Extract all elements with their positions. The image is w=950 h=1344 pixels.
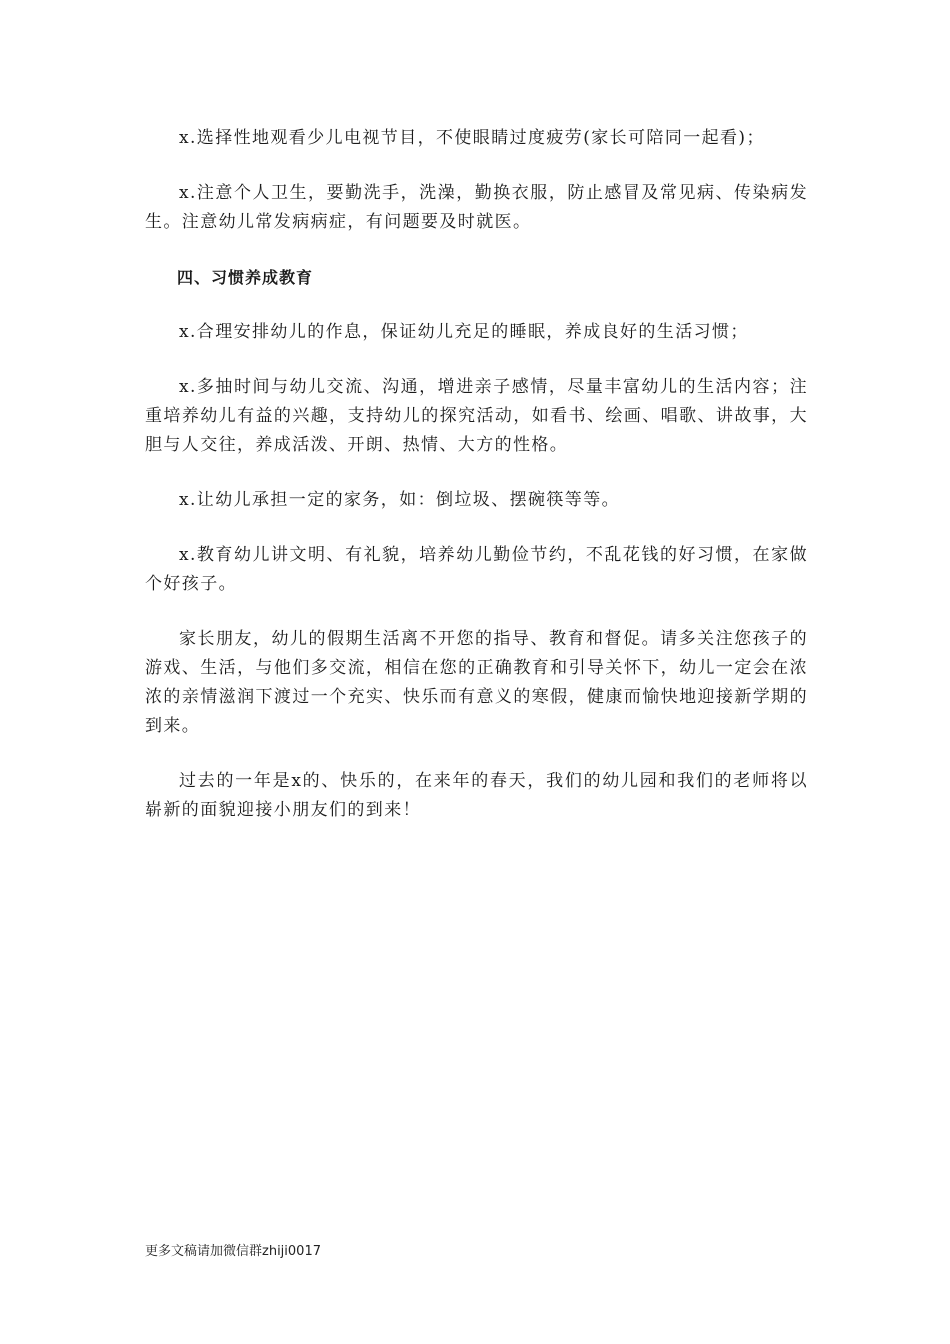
paragraph-parents: 家长朋友，幼儿的假期生活离不开您的指导、教育和督促。请多关注您孩子的游戏、生活，与他们多交流，相信在您的正确教育和引导关怀下，幼儿一定会在浓浓的亲情滋润下渡过一个充实、快乐而有意义的寒假，健康而愉快地迎接新学期的到来。 (145, 629, 808, 736)
page-footer: 更多文稿请加微信群zhiji0017 (145, 1244, 321, 1259)
paragraph-tv-viewing: x.选择性地观看少儿电视节目，不使眼睛过度疲劳(家长可陪同一起看)； (179, 128, 765, 148)
section-heading-habits: 四、习惯养成教育 (177, 268, 314, 287)
paragraph-closing: 过去的一年是x的、快乐的，在来年的春天，我们的幼儿园和我们的老师将以崭新的面貌迎接小朋友们的到来！ (145, 771, 808, 820)
paragraph-hygiene: x.注意个人卫生，要勤洗手，洗澡，勤换衣服，防止感冒及常见病、传染病发生。注意幼儿常发病病症，有问题要及时就医。 (145, 183, 808, 232)
paragraph-communication: x.多抽时间与幼儿交流、沟通，增进亲子感情，尽量丰富幼儿的生活内容；注重培养幼儿有益的兴趣，支持幼儿的探究活动，如看书、绘画、唱歌、讲故事，大胆与人交往，养成活泼、开朗、热情、大方的性格。 (145, 377, 808, 455)
document-body (145, 124, 808, 851)
paragraph-manners: x.教育幼儿讲文明、有礼貌，培养幼儿勤俭节约，不乱花钱的好习惯，在家做个好孩子。 (145, 545, 808, 594)
paragraph-chores: x.让幼儿承担一定的家务，如：倒垃圾、摆碗筷等等。 (179, 490, 620, 510)
paragraph-schedule: x.合理安排幼儿的作息，保证幼儿充足的睡眠，养成良好的生活习惯； (179, 322, 749, 342)
